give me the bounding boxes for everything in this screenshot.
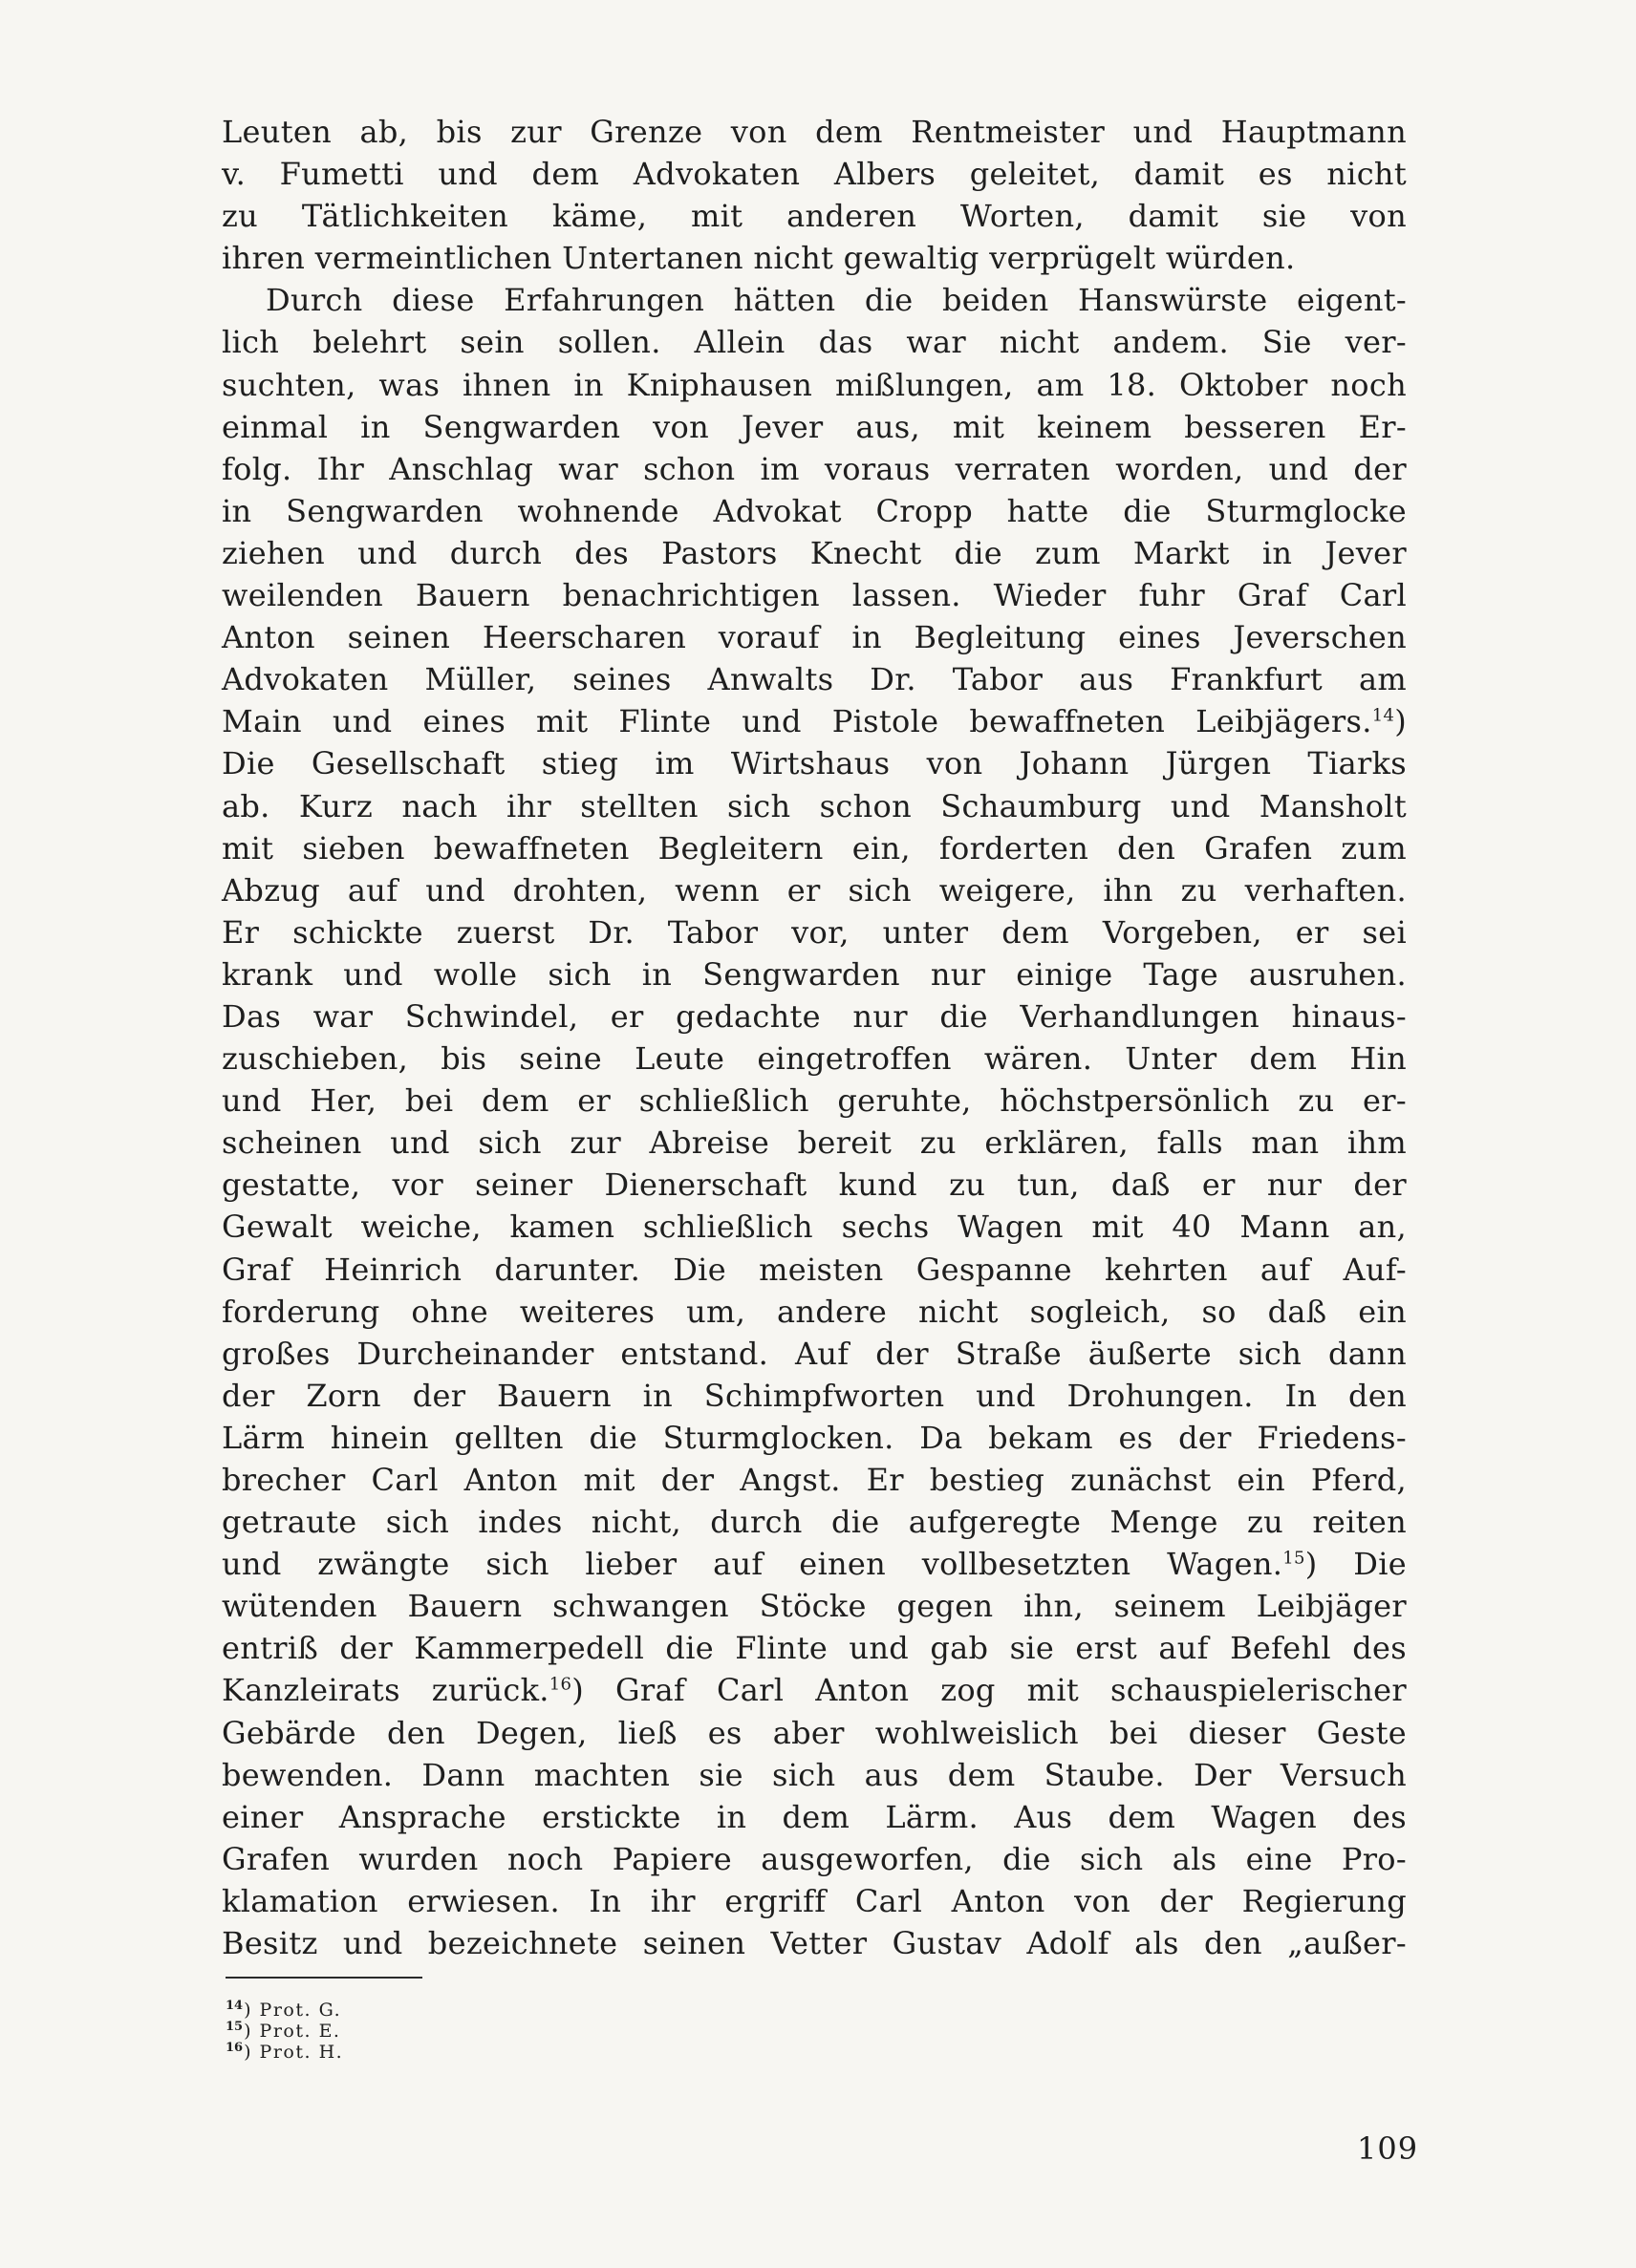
- body-text: [222, 111, 1407, 1964]
- text-line: einer Ansprache erstickte in dem Lärm. Aus dem Wagen des: [222, 1798, 1407, 1835]
- text-line: wütenden Bauern schwangen Stöcke gegen ihn, seinem Leibjäger: [222, 1588, 1407, 1625]
- text-line: ziehen und durch des Pastors Knecht die zum Markt in Jever: [222, 534, 1407, 571]
- text-line: v. Fumetti und dem Advokaten Albers geleitet, damit es nicht: [222, 156, 1407, 193]
- text-line: Graf Heinrich darunter. Die meisten Gespanne kehrten auf Auf-: [222, 1251, 1407, 1288]
- text-line: ihren vermeintlichen Untertanen nicht gewaltig verprügelt würden.: [222, 240, 1296, 277]
- footnote-reference: 16: [549, 1674, 572, 1695]
- text-line: weilenden Bauern benachrichtigen lassen. Wieder fuhr Graf Carl: [222, 577, 1407, 614]
- text-line: einmal in Sengwarden von Jever aus, mit keinem besseren Er-: [222, 408, 1407, 445]
- footnote-text: ) Prot. H.: [244, 2042, 344, 2063]
- text-line: krank und wolle sich in Sengwarden nur einige Tage ausruhen.: [222, 955, 1407, 993]
- text-line: Die Gesellschaft stieg im Wirtshaus von Johann Jürgen Tiarks: [222, 745, 1407, 782]
- text-line: getraute sich indes nicht, durch die aufgeregte Menge zu reiten: [222, 1504, 1407, 1541]
- footnote-reference: 15: [1282, 1548, 1305, 1569]
- footnote-number: 16: [226, 2040, 244, 2055]
- line-text: Kanzleirats zurück.: [222, 1672, 549, 1709]
- text-line: zu Tätlichkeiten käme, mit anderen Worten, damit sie von: [222, 198, 1407, 235]
- line-text-after: ) Graf Carl Anton zog mit schauspielerischer: [571, 1672, 1408, 1709]
- text-line: und Her, bei dem er schließlich geruhte, höchstpersönlich zu er-: [222, 1082, 1407, 1120]
- footnote: [226, 2021, 343, 2042]
- footnote-text: ) Prot. E.: [244, 2021, 341, 2042]
- text-line: Das war Schwindel, er gedachte nur die Verhandlungen hinaus-: [222, 997, 1407, 1035]
- text-line: Advokaten Müller, seines Anwalts Dr. Tabor aus Frankfurt am: [222, 661, 1407, 698]
- text-line: gestatte, vor seiner Dienerschaft kund zu tun, daß er nur der: [222, 1166, 1407, 1204]
- text-line: Abzug auf und drohten, wenn er sich weigere, ihn zu verhaften.: [222, 871, 1407, 909]
- text-line: Gebärde den Degen, ließ es aber wohlweislich bei dieser Geste: [222, 1714, 1407, 1751]
- text-line: bewenden. Dann machten sie sich aus dem Staube. Der Versuch: [222, 1756, 1407, 1793]
- text-line: entriß der Kammerpedell die Flinte und gab sie erst auf Befehl des: [222, 1630, 1407, 1667]
- page-number: 109: [1357, 2130, 1419, 2167]
- text-line: mit sieben bewaffneten Begleitern ein, forderten den Grafen zum: [222, 829, 1407, 867]
- text-line: [222, 700, 1407, 742]
- text-line: brecher Carl Anton mit der Angst. Er bestieg zunächst ein Pferd,: [222, 1462, 1407, 1498]
- footnote: [226, 2000, 343, 2021]
- text-line: Lärm hinein gellten die Sturmglocken. Da bekam es der Friedens-: [222, 1419, 1407, 1456]
- footnote-number: 14: [226, 1998, 244, 2013]
- text-line: klamation erwiesen. In ihr ergriff Carl Anton von der Regierung: [222, 1882, 1407, 1919]
- footnote-divider: [226, 1977, 422, 1979]
- text-line: Gewalt weiche, kamen schließlich sechs Wagen mit 40 Mann an,: [222, 1209, 1407, 1246]
- text-line: folg. Ihr Anschlag war schon im voraus verraten worden, und der: [222, 450, 1407, 487]
- text-line: Leuten ab, bis zur Grenze von dem Rentmeister und Hauptmann: [222, 114, 1407, 150]
- text-line: [222, 1543, 1407, 1585]
- text-line: lich belehrt sein sollen. Allein das war nicht andem. Sie ver-: [222, 324, 1407, 361]
- line-text-after: ): [1394, 703, 1407, 740]
- text-line: zuschieben, bis seine Leute eingetroffen wären. Unter dem Hin: [222, 1040, 1407, 1078]
- text-line: in Sengwarden wohnende Advokat Cropp hatte die Sturmglocke: [222, 492, 1407, 529]
- footnote-reference: 14: [1371, 705, 1395, 726]
- text-line: Durch diese Erfahrungen hätten die beiden Hanswürste eigent-: [266, 282, 1407, 319]
- text-line: Er schickte zuerst Dr. Tabor vor, unter dem Vorgeben, er sei: [222, 913, 1407, 951]
- line-text: Main und eines mit Flinte und Pistole bewaffneten Leibjägers.: [222, 703, 1372, 740]
- text-line: großes Durcheinander entstand. Auf der Straße äußerte sich dann: [222, 1335, 1407, 1372]
- text-line: ab. Kurz nach ihr stellten sich schon Schaumburg und Mansholt: [222, 787, 1407, 824]
- line-text: und zwängte sich lieber auf einen vollbesetzten Wagen.: [222, 1546, 1283, 1583]
- text-line: [222, 1669, 1407, 1711]
- text-line: scheinen und sich zur Abreise bereit zu erklären, falls man ihm: [222, 1124, 1407, 1162]
- footnote: [226, 2042, 343, 2063]
- footnote-number: 15: [226, 2019, 244, 2034]
- text-line: Besitz und bezeichnete seinen Vetter Gustav Adolf als den „außer-: [222, 1925, 1407, 1962]
- footnotes: [226, 2000, 343, 2063]
- text-line: forderung ohne weiteres um, andere nicht sogleich, so daß ein: [222, 1293, 1407, 1330]
- text-line: suchten, was ihnen in Kniphausen mißlungen, am 18. Oktober noch: [222, 366, 1407, 403]
- text-line: Grafen wurden noch Papiere ausgeworfen, die sich als eine Pro-: [222, 1840, 1407, 1877]
- footnote-text: ) Prot. G.: [244, 2000, 342, 2021]
- line-text-after: ) Die: [1304, 1546, 1408, 1583]
- text-line: Anton seinen Heerscharen vorauf in Begleitung eines Jeverschen: [222, 619, 1407, 656]
- text-line: der Zorn der Bauern in Schimpfworten und Drohungen. In den: [222, 1377, 1407, 1414]
